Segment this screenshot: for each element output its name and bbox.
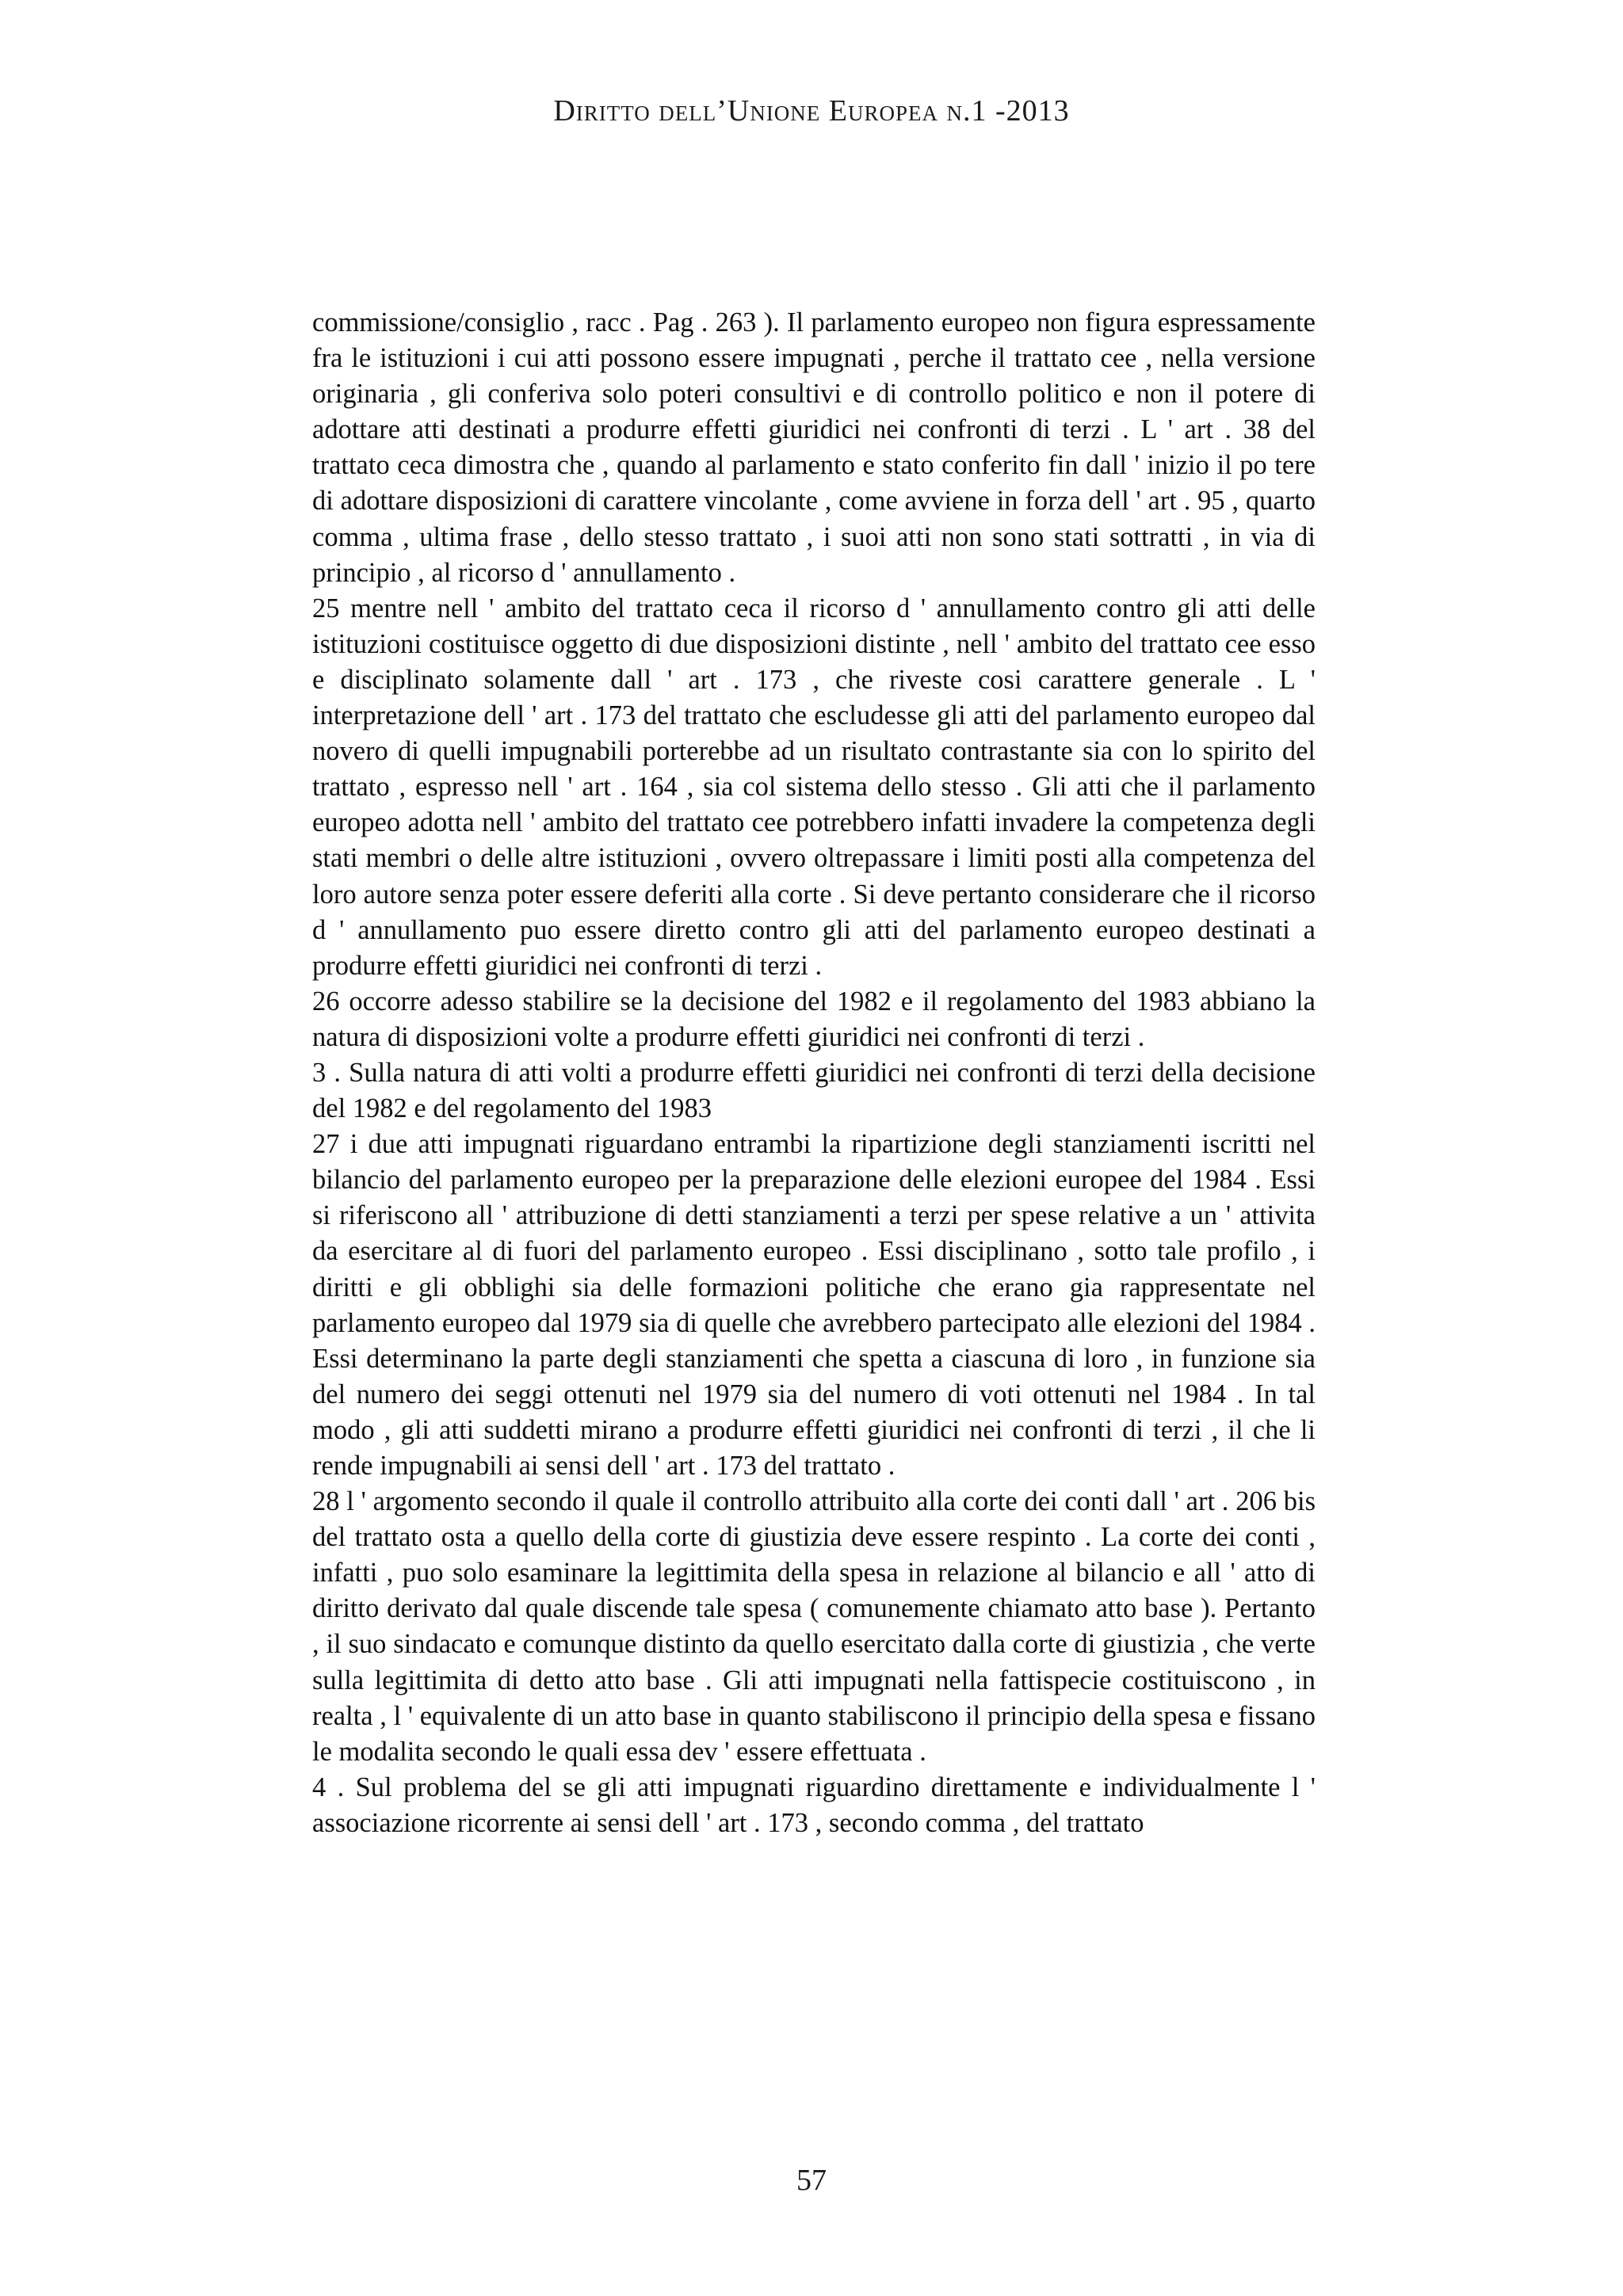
paragraph-continuation: commissione/consiglio , racc . Pag . 263 ). Il parlamento europeo non figura espressamente fra le istituzioni i cui atti possono essere impugnati , perche il trattato cee , nella versione originaria , gli conferiva solo poteri consultivi e di controllo politico e non il potere di adottare atti destinati a produrre effetti giuridici nei confronti di terzi . L ' art . 38 del trattato ceca dimostra che , quando al parlamento e stato conferito fin dall ' inizio il po tere di adottare disposizioni di carattere vincolante , come avviene in forza dell ' art . 95 , quarto comma , ultima frase , dello stesso trattato , i suoi atti non sono stati sottratti , in via di principio , al ricorso d ' annullamento . xyxy=(312,307,1316,588)
page-number: 57 xyxy=(796,2164,827,2197)
paragraph-27: 27 i due atti impugnati riguardano entrambi la ripartizione degli stanziamenti iscritti nel bilancio del parlamento europeo per la preparazione delle elezioni europee del 1984 . Essi si riferiscono all ' attribuzione di detti stanziamenti a terzi per spese relative a un ' attivita da esercitare al di fuori del parlamento europeo . Essi disciplinano , sotto tale profilo , i diritti e gli obblighi sia delle formazioni politiche che erano gia rappresentate nel parlamento europeo dal 1979 sia di quelle che avrebbero partecipato alle elezioni del 1984 . Essi determinano la parte degli stanziamenti che spetta a ciascuna di loro , in funzione sia del numero dei seggi ottenuti nel 1979 sia del numero di voti ottenuti nel 1984 . In tal modo , gli atti suddetti mirano a produrre effetti giuridici nei confronti di terzi , il che li rende impugnabili ai sensi dell ' art . 173 del trattato . xyxy=(312,1129,1316,1481)
paragraph-28: 28 l ' argomento secondo il quale il controllo attribuito alla corte dei conti dall ' art . 206 bis del trattato osta a quello della corte di giustizia deve essere respinto . La corte dei conti , infatti , puo solo esaminare la legittimita della spesa in relazione al bilancio e all ' atto di diritto derivato dal quale discende tale spesa ( comunemente chiamato atto base ). Pertanto , il suo sindacato e comunque distinto da quello esercitato dalla corte di giustizia , che verte sulla legittimita di detto atto base . Gli atti impugnati nella fattispecie costituiscono , in realta , l ' equivalente di un atto base in quanto stabiliscono il principio della spesa e fissano le modalita secondo le quali essa dev ' essere effettuata . xyxy=(312,1486,1316,1767)
running-header xyxy=(0,93,1623,128)
paragraph-26: 26 occorre adesso stabilire se la decisione del 1982 e il regolamento del 1983 abbiano la natura di disposizioni volte a produrre effetti giuridici nei confronti di terzi . xyxy=(312,986,1316,1052)
section-heading-4: 4 . Sul problema del se gli atti impugnati riguardino direttamente e individualmente l ' associazione ricorrente ai sensi dell ' art . 173 , secondo comma , del trattato xyxy=(312,1772,1316,1838)
section-heading-3: 3 . Sulla natura di atti volti a produrre effetti giuridici nei confronti di terzi della decisione del 1982 e del regolamento del 1983 xyxy=(312,1057,1316,1124)
paragraph-25: 25 mentre nell ' ambito del trattato ceca il ricorso d ' annullamento contro gli atti delle istituzioni costituisce oggetto di due disposizioni distinte , nell ' ambito del trattato cee esso e disciplinato solamente dall ' art . 173 , che riveste cosi carattere generale . L ' interpretazione dell ' art . 173 del trattato che escludesse gli atti del parlamento europeo dal novero di quelli impugnabili porterebbe ad un risultato contrastante sia con lo spirito del trattato , espresso nell ' art . 164 , sia col sistema dello stesso . Gli atti che il parlamento europeo adotta nell ' ambito del trattato cee potrebbero infatti invadere la competenza degli stati membri o delle altre istituzioni , ovvero oltrepassare i limiti posti alla competenza del loro autore senza poter essere deferiti alla corte . Si deve pertanto considerare che il ricorso d ' annullamento puo essere diretto contro gli atti del parlamento europeo destinati a produrre effetti giuridici nei confronti di terzi . xyxy=(312,593,1316,981)
body-text xyxy=(312,305,1316,1841)
running-header-title: Diritto dell’Unione Europea n.1 -2013 xyxy=(553,94,1070,128)
